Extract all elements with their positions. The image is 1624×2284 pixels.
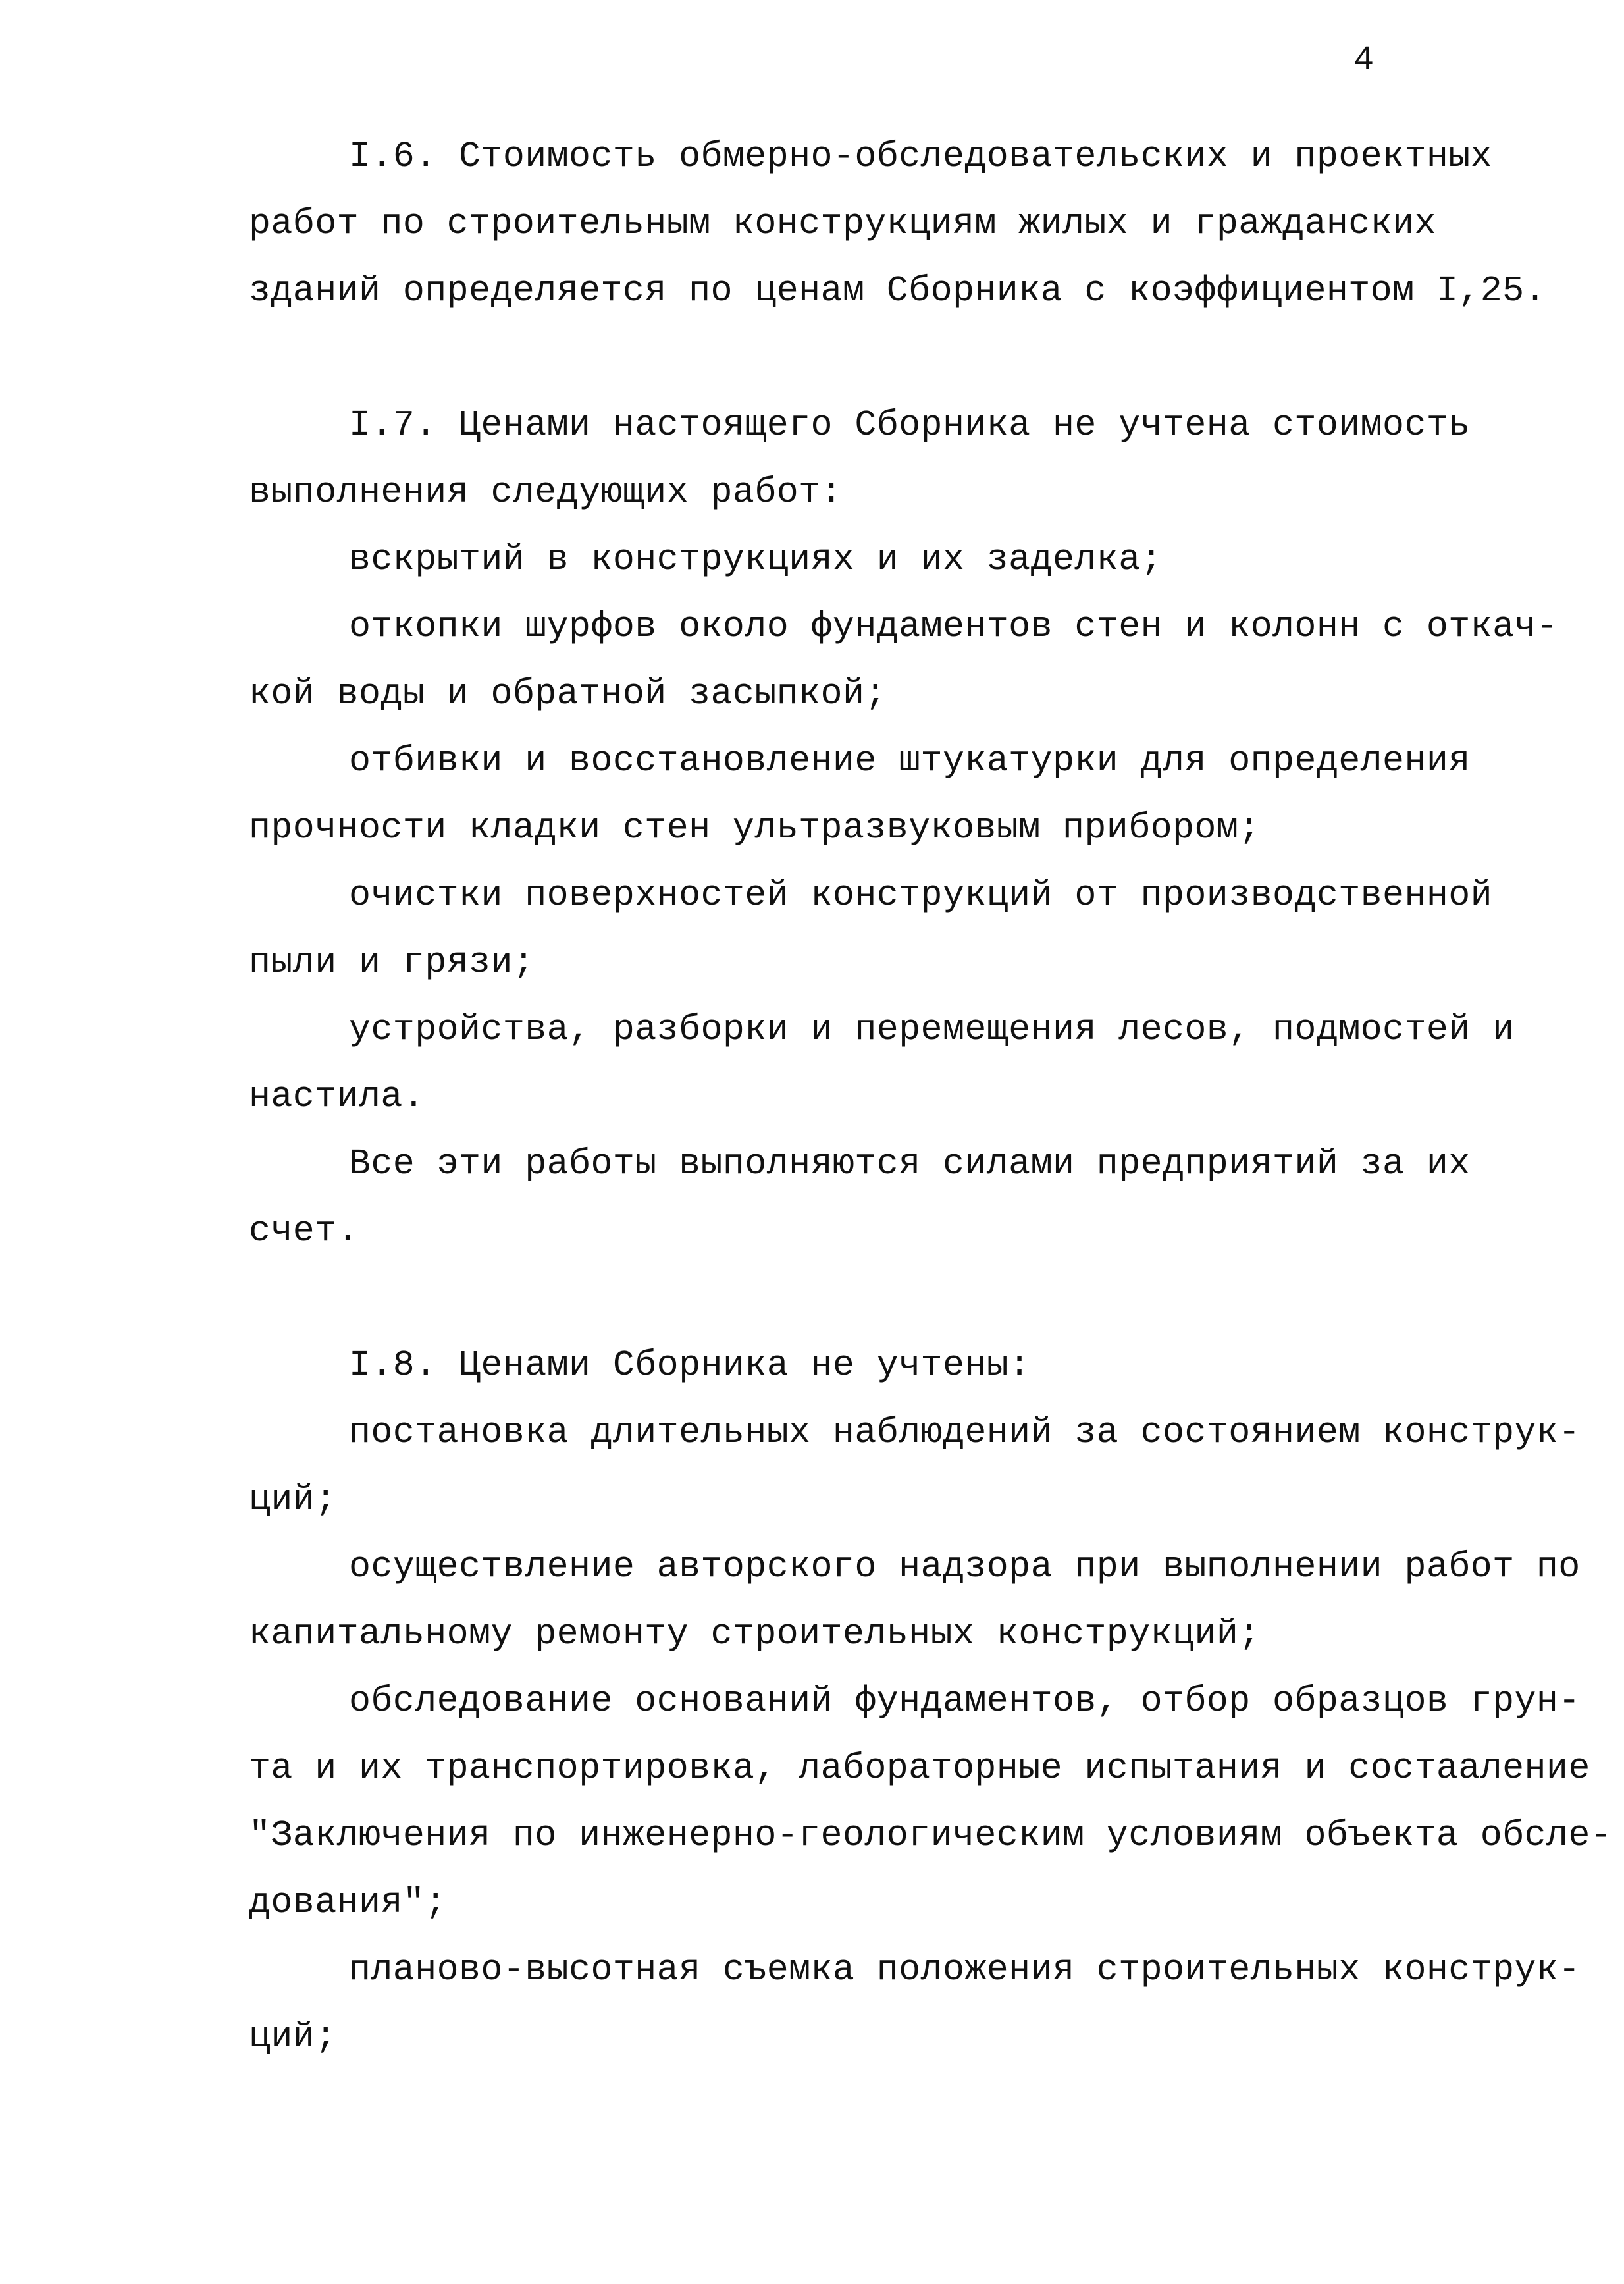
text-line: устройства, разборки и перемещения лесов, подмостей и (349, 1009, 1515, 1050)
text-line: ций; (249, 1479, 337, 1520)
text-line: кой воды и обратной засыпкой; (249, 673, 887, 714)
text-line: "Заключения по инженерно-геологическим условиям объекта обсле- (249, 1815, 1613, 1856)
text-line: зданий определяется по ценам Сборника с коэффициентом I,25. (249, 270, 1546, 311)
text-line: счет. (249, 1210, 359, 1252)
text-line: та и их транспортировка, лабораторные испытания и состааление (249, 1747, 1590, 1789)
text-line: очистки поверхностей конструкций от производственной (349, 874, 1493, 916)
text-line: вскрытий в конструкциях и их заделка; (349, 539, 1163, 580)
text-line: ций; (249, 2016, 337, 2058)
text-line: капитальному ремонту строительных конструкций; (249, 1613, 1261, 1655)
text-line: I.7. Ценами настоящего Сборника не учтена стоимость (349, 404, 1471, 446)
text-line: осуществление авторского надзора при выполнении работ по (349, 1546, 1581, 1587)
text-line: выполнения следующих работ: (249, 471, 843, 513)
text-line: отбивки и восстановление штукатурки для определения (349, 740, 1471, 782)
text-line: I.6. Стоимость обмерно-обследовательских и проектных (349, 136, 1493, 177)
text-line: I.8. Ценами Сборника не учтены: (349, 1344, 1031, 1386)
text-line: откопки шурфов около фундаментов стен и колонн с откач- (349, 606, 1559, 647)
page-number: 4 (1353, 41, 1375, 80)
text-line: обследование оснований фундаментов, отбор образцов грун- (349, 1680, 1581, 1722)
text-line: пыли и грязи; (249, 942, 535, 983)
text-line: планово-высотная съемка положения строительных конструк- (349, 1949, 1581, 1990)
text-line: настила. (249, 1076, 425, 1117)
text-line: постановка длительных наблюдений за состоянием конструк- (349, 1412, 1581, 1453)
text-line: прочности кладки стен ультразвуковым прибором; (249, 807, 1261, 849)
text-line: работ по строительным конструкциям жилых и гражданских (249, 203, 1436, 244)
text-line: дования"; (249, 1882, 447, 1923)
text-line: Все эти работы выполняются силами предприятий за их (349, 1143, 1471, 1184)
